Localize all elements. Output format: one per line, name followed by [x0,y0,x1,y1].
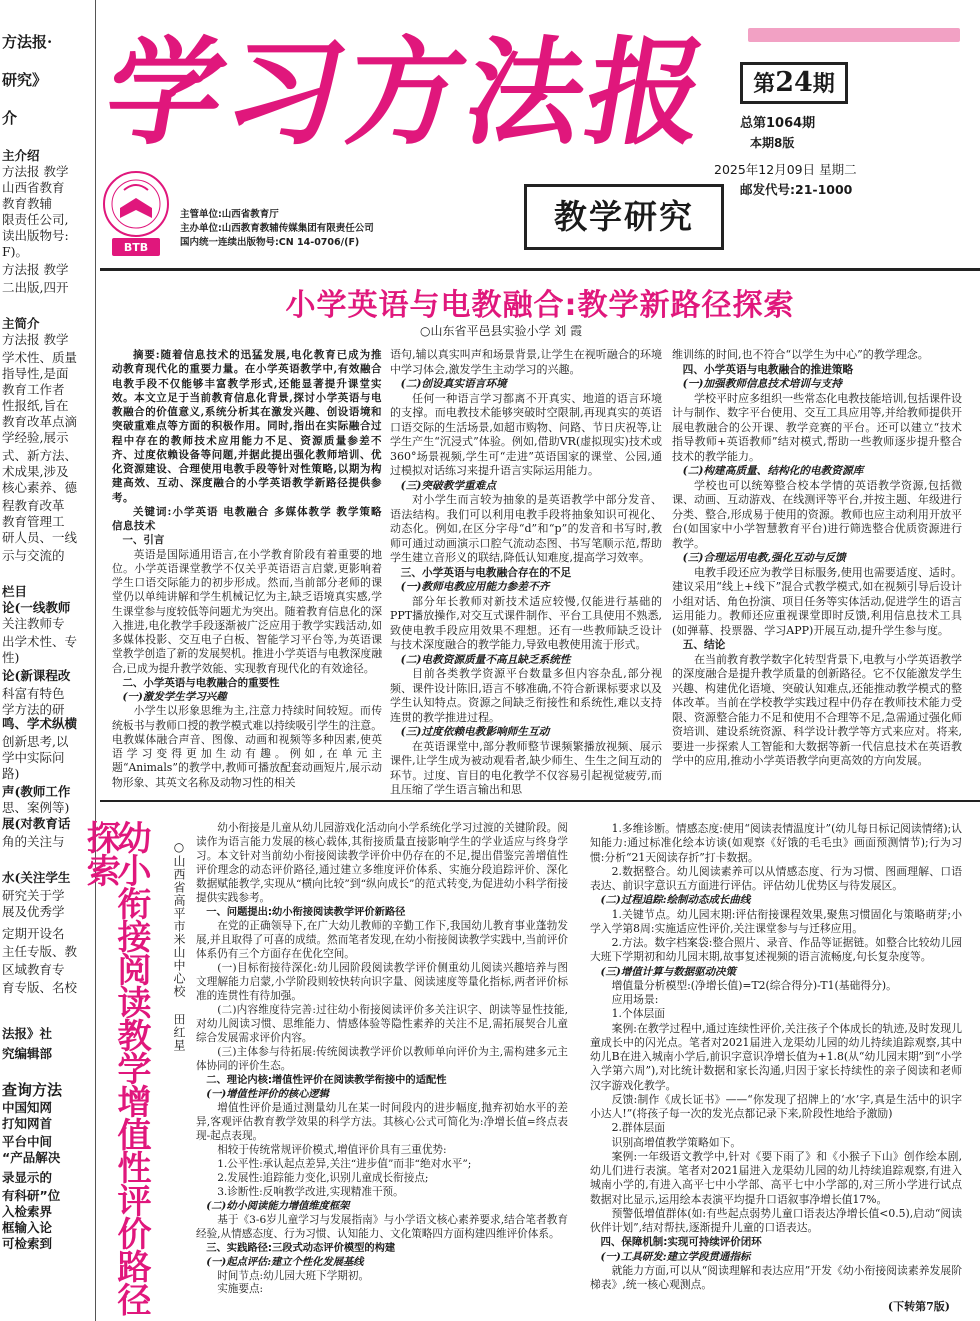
section-heading: 三、实践路径:三段式动态评价模型的构建 [206,1241,396,1254]
body-paragraph: 2.数据整合。幼儿阅读素养可以从情感态度、行为习惯、图画理解、口语表达、前识字意识五方面进行评估。评估幼儿优势区与待发展区。 [590,864,962,892]
body-paragraph: 部分年长教师对新技术适应较慢,仅能进行基础的PPT播放操作,对交互式课件制作、平台工具使用不熟悉,致使电教手段应用效果不理想。还有一些教师缺乏设计与技术深度融合的教学能力,导致电教使用流于形式。 [390,594,662,652]
sidebar-text-line: 查询方法 [2,1082,63,1098]
body-paragraph: 幼小衔接是儿童从幼儿园游戏化活动向小学系统化学习过渡的关键阶段。阅读作为语言能力发展的核心载体,其衔接质量直接影响学生的学业适应与终身学习。本文针对当前幼小衔接阅读教学评价中仍存在的不足,提出借鉴完善增值性评价理念的动态评价路径,通过建立多维度评价体系、实施分段追踪评价、深化数据赋能教学,实现从“横向比较”到“纵向成长”的范式转变,为促进幼小科学衔接提供实践参考。 [196,822,568,904]
sidebar-text-line: 式、新方法、 [2,448,78,463]
sidebar-text-line: 教育教辅 [2,196,53,211]
article-divider [100,800,980,802]
sidebar-text-line: 创新思考,以 [2,734,69,749]
sidebar-text-line: 性) [2,650,20,665]
sidebar-text-line: 路) [2,766,20,781]
body-paragraph: 对小学生而言较为抽象的是英语教学中部分发音、语法结构。我们可以利用电教手段将抽象知识可视化、动态化。例如,在区分字母“d”和“p”的发音和书写时,教师可通过动画演示口腔气流动态图、书写笔顺示范,帮助学生建立音形义的联结,降低认知难度,提高学习效率。 [390,493,662,565]
body-paragraph: 1.个体层面 [611,1007,666,1021]
subsection-heading: (三)突破教学重难点 [400,478,496,492]
section-name: 教学研究 [554,197,694,236]
sidebar-text-line: 山西省教育 [2,180,65,195]
decorative-pink-bar [748,28,960,42]
body-paragraph: 英语是国际通用语言,在小学教育阶段有着重要的地位。小学英语课堂教学不仅关乎英语语言启蒙,更影响着学生口语交际能力的初步形成。然而,当前部分老师的课堂仍以单纯讲解和学生机械记忆为主,缺乏语境真实感,学生课堂参与度较低等问题尤为突出。随着教育信息化的深入推进,电化教学手段逐渐被广泛应用于教学实践活动,如多媒体投影、交互电子白板、智能学习平台等,为英语课堂教学创造了新的发展契机。推进小学英语与电教深度融合,已成为提升教学效能、实现教育现代化的有效途径。 [112,547,382,675]
section-heading: 四、小学英语与电教融合的推进策略 [682,362,854,376]
body-paragraph: 3.诊断性:反响教学改进,实现精准干预。 [217,1185,404,1198]
body-paragraph: 识别高增值教学策略如下。 [611,1135,742,1149]
body-paragraph: 学校也可以统筹整合校本学情的英语教学资源,包括微课、动画、互动游戏、在线测评等平台,并按主题、年级进行分类、整合,形成易于使用的资源。教师也应主动利用开放平台(如国家中小学智慧教育平台)进行筛选整合优质资源进行教学。 [672,478,962,550]
issue-suffix: 期 [812,72,835,97]
sidebar-text-line: 限责任公司, [2,212,69,227]
body-paragraph: 小学生以形象思维为主,注意力持续时间较短。而传统板书与教师口授的教学模式难以持续吸引学生的注意。电教媒体融合声音、图像、动画和视频等多种因素,使英语学习变得更加生动有趣。例如,在单元主题“Animals”的教学中,教师可播放配套动画短片,展示动物形象、其英文名称及动物习性的相关 [112,704,382,789]
body-paragraph: 在当前教育教学数字化转型背景下,电教与小学英语教学的深度融合是提升教学质量的创新路径。它不仅能激发学生兴趣、构建优化语境、突破认知难点,还能推动教学模式的整体改革。当前在学校教学实践过程中仍存在教师技术能力受限、资源整合能力不足和使用不合理等不足,急需通过强化师资培训、建设系统资源、科学设计教学等方式来应对。将来,要进一步探索人工智能和大数据等新一代信息技术在英语教学中的应用,推动小学英语教学向更高效的方向发展。 [672,652,962,768]
body-paragraph: 2.群体层面 [611,1121,666,1135]
article2-column-2 [590,822,962,1292]
page-count: 本期8版 [750,136,795,150]
sidebar-text-line: 学方法的研 [2,702,65,717]
body-paragraph: 时间节点:幼儿园大班下学期初。 [217,1269,370,1282]
body-paragraph: 在党的正确领导下,在广大幼儿教师的辛勤工作下,我国幼儿教育事业蓬勃发展,并且取得了可喜的成绩。然而笔者发现,在幼小衔接阅读教学实践中,当前评价体系仍有三个方面存在优化空间。 [196,919,568,960]
body-paragraph: 案例:一年级语文教学中,针对《要下雨了》和《小猴子下山》创作绘本剧,幼儿们进行表演。笔者对2021届进入龙渠幼儿园的幼儿持续追踪观察,有进入城南小学的,有进入高平七中小学部、高平七中小学部的,对三所小学进行试点数据对比显示,运用绘本表演平均提升口语叙事净增长值17%。 [590,1149,962,1206]
book-icon [102,168,170,260]
sidebar-text-line: 录显示的 [2,1170,53,1185]
sidebar-text-line: 框输入论 [2,1220,53,1235]
body-paragraph: (二)内容维度待完善:过往幼小衔接阅读评价多关注识字、朗读等显性技能,对幼儿阅读习惯、思维能力、情感体验等隐性素养的关注不足,需拓展契合儿童综合发展需求评价内容。 [196,1003,568,1044]
sidebar-text-line: 中国知网 [2,1100,53,1115]
body-paragraph: 基于《3-6岁儿童学习与发展指南》与小学语文核心素养要求,结合笔者教育经验,从情感态度、行为习惯、认知能力、文化策略四方面构建四维评价体系。 [196,1213,568,1240]
sidebar-text-line: 鸣、学术纵横 [2,716,78,731]
sidebar-text-line: 打知网首 [2,1116,53,1131]
sponsor-info [180,208,374,250]
sidebar-text-line: 主介绍 [2,148,40,163]
section-heading: 五、结论 [682,638,726,652]
article2-column-1 [196,822,568,1297]
article2-byline: ○山西省高平市米山中心校 田红星 [172,840,186,1052]
sidebar-text-line: 研人员、一线 [2,530,78,545]
body-paragraph: 相较于传统常规评价模式,增值评价具有三重优势: [217,1143,447,1156]
sidebar-text-line: 方法报 教学 [2,262,69,277]
subsection-heading: (二)构建高质量、结构化的电教资源库 [682,464,864,478]
sidebar-text-line: 性报纸,旨在 [2,398,69,413]
subsection-heading: (一)教师电教应用能力参差不齐 [400,580,550,594]
subsection-heading: (三)增值计算与数据驱动决策 [600,965,736,978]
sidebar-text-line: 法报》社 [2,1026,53,1041]
article1-headline: 小学英语与电教融合:教学新路径探索 [285,288,795,323]
issue-prefix: 第 [753,72,776,97]
sidebar-text-line: 读出版物号: [2,228,69,243]
subsection-heading: (二)创设真实语言环境 [400,377,507,391]
issue-number-box [740,62,848,104]
sidebar-text-line: 二出版,四开 [2,280,69,295]
sidebar-text-line: 可检索到 [2,1236,53,1251]
body-paragraph: 1.关键节点。幼儿园末期:评估衔接课程效果,聚焦习惯固化与策略萌芽;小学入学第8周:实施适应性评价,关注课堂参与与迁移应用。 [590,907,962,935]
article2-headline: 幼小衔接阅读教学增值性评价路径探索 [80,820,151,1315]
article1-column-1 [112,348,382,790]
body-paragraph: 目前各类教学资源平台数量多但内容杂乱,部分视频、课件设计陈旧,语言不够准确,不符合新课标要求以及学生认知特点。资源之间缺乏衔接性和系统性,难以支持连贯的教学推进过程。 [390,667,662,724]
sidebar-text-line: 究编辑部 [2,1046,53,1061]
continued-note: (下转第7版) [887,1300,950,1313]
sidebar-text-line: 入检索界 [2,1204,53,1219]
sidebar-text-line: 平台中间 [2,1134,53,1149]
section-heading: 一、问题提出:幼小衔接阅读教学评价新路径 [206,905,406,918]
sidebar-text-line: 展(对教育话 [2,816,71,831]
sidebar-text-line: 关注教师专 [2,616,65,631]
body-paragraph: (三)主体参与待拓展:传统阅读教学评价以教师单向评价为主,需构建多元主体协同的评价生态。 [196,1045,568,1072]
subsection-heading: (二)幼小阅读能力增值维度框架 [206,1199,350,1212]
sidebar-text-line: 研究关于学 [2,888,65,903]
body-paragraph: 在英语课堂中,部分教师整节课频繁播放视频、展示课件,让学生成为被动观看者,缺少师生、生生之间互动的环节。过度、盲目的电化教学不仅容易引起视觉疲劳,而且压缩了学生语言输出和思 [390,739,662,797]
body-paragraph: 语句,辅以真实叫声和场景背景,让学生在视听融合的环境中学习体会,激发学生主动学习的兴趣。 [390,348,662,376]
sponsor-line: 国内统一连续出版物号:CN 14-0706/(F) [180,237,360,248]
body-paragraph: 实施要点: [217,1283,264,1296]
sidebar-text-line: 程教育改革 [2,498,65,513]
sidebar-text-line: 方法报· [2,34,53,50]
abstract-paragraph: 摘要:随着信息技术的迅猛发展,电化教育已成为推动教育现代化的重要力量。在小学英语教学中,有效融合电教手段不仅能够丰富教学形式,还能显著提升课堂实效。本文立足于当前教育信息化背景,探讨小学英语与电教融合的价值意义,系统分析其在激发兴趣、创设语境和突破重难点等方面的积极作用。同时,指出在实际融合过程中存在的教师技术应用能力不足、资源质量参差不齐、过度依赖设备等问题,并据此提出强化教师培训、优化资源建设、合理使用电教手段等针对性策略,以期为构建高效、互动、深度融合的小学英语教学新路径提供参考。 [112,349,382,504]
subsection-heading: (三)合理运用电教,强化互动与反馈 [682,551,846,565]
sidebar-text-line: 定期开设名 [2,926,65,941]
sidebar-text-line: F)。 [2,244,29,259]
sponsor-line: 主办单位:山西教育教辅传媒集团有限责任公司 [180,223,374,234]
subsection-heading: (二)过程追踪:绘制动态成长曲线 [600,894,751,907]
sidebar-text-line: 学中实际问 [2,750,65,765]
newspaper-title: 学习方法报 [96,25,720,161]
section-box [524,184,724,250]
sidebar-text-line: 栏目 [2,584,28,599]
section-heading: 四、保障机制:实现可持续评价闭环 [600,1236,762,1249]
svg-text:BTB: BTB [123,241,149,254]
section-heading: 二、理论内核:增值性评价在阅读教学衔接中的适配性 [206,1073,447,1086]
body-paragraph: 1.公平性:承认起点差异,关注“进步值”而非“绝对水平”; [217,1157,472,1170]
body-paragraph: 电教手段还应为教学目标服务,使用也需要适度、适时。建议采用“线上+线下”混合式教学模式,如在视频引导后设计小组对话、角色扮演、项目任务等实体活动,促进学生的语言运用能力。教师还应重视课堂即时反馈,利用信息技术工具(如弹幕、投票器、学习APP)开展互动,提升学生参与度。 [672,565,962,637]
sponsor-line: 主管单位:山西省教育厅 [180,209,279,220]
subsection-heading: (一)激发学生学习兴趣 [122,691,227,703]
article1-byline: ○山东省平邑县实验小学 刘 霞 [420,324,583,338]
body-paragraph: 2.发展性:追踪能力变化,识别儿童成长衔接点; [217,1171,429,1184]
body-paragraph: 1.多维诊断。情感态度:使用“阅读表情温度计”(幼儿每日标记阅读情绪);认知能力:通过标准化绘本访谈(如观察《好饿的毛毛虫》画面预测情节);行为习惯:分析“21天阅读存折”打卡数据。 [590,822,962,864]
sidebar-text-line: 主任专版、教 [2,944,78,959]
masthead-divider [100,268,980,271]
sidebar-text-line: 教育工作者 [2,382,65,397]
sidebar-text-line: 示与交流的 [2,548,65,563]
sidebar-text-line: 学经验,展示 [2,430,69,445]
section-heading: 一、引言 [122,534,165,547]
sidebar-text-line: 论(新课程改 [2,668,71,683]
subsection-heading: (三)过度依赖电教影响师生互动 [400,725,550,739]
left-sidebar [0,0,96,1321]
body-paragraph: 案例:在教学过程中,通过连续性评价,关注孩子个体成长的轨迹,及时发现儿童成长中的闪光点。笔者对2021届进入龙渠幼儿园的幼儿持续追踪观察,其中幼儿B在进入城南小学后,前识字意识净增长值为+1.8(从“幼儿园末期”到“小学入学第六周”),对比统计数据和家长沟通,归因于家长持续性的亲子阅读和老师汉字游戏化教学。 [590,1021,962,1092]
sidebar-text-line: 学术性、质量 [2,350,78,365]
sidebar-text-line: 育专版、名校 [2,980,78,995]
sidebar-text-line: 水(关注学生 [2,870,71,885]
abstract-paragraph: 关键词:小学英语 电教融合 多媒体教学 教学策略 信息技术 [112,505,382,532]
sidebar-text-line: 出学术性、专 [2,634,78,649]
issue-number: 24 [775,67,813,98]
sidebar-text-line: 介 [2,110,18,126]
section-heading: 三、小学英语与电教融合存在的不足 [400,565,572,579]
sidebar-text-line: 角的关注与 [2,834,65,849]
masthead [96,0,980,270]
sidebar-text-line: 方法报 教学 [2,164,69,179]
body-paragraph: 就能力方面,可以从“阅读理解和表达应用”开发《幼小衔接阅读素养发展阶梯表》,统一核心观测点。 [590,1263,962,1291]
body-paragraph: 维训练的时间,也不符合“以学生为中心”的教学理念。 [672,348,929,361]
sidebar-text-line: 声(教师工作 [2,784,71,799]
subsection-heading: (一)工具研发:建立学段贯通指标 [600,1250,751,1263]
body-paragraph: 预警低增值群体(如:有些起点弱势儿童口语表达净增长值<0.5),启动“阅读伙伴计划”,结对帮扶,逐渐提升儿童的口语表达。 [590,1206,962,1234]
body-paragraph: (一)目标衔接待深化:幼儿园阶段阅读教学评价侧重幼儿阅读兴趣培养与图文理解能力启蒙,小学阶段则较快转向识字量、阅读速度等量化指标,两者评价标准的连贯性有待加强。 [196,961,568,1002]
body-paragraph: 2.方法。数字档案袋:整合照片、录音、作品等证据链。如整合比较幼儿园大班下学期初和幼儿园末期,故事复述视频的语言流畅度,句长复杂度等。 [590,936,962,964]
sidebar-text-line: 教育管理工 [2,514,65,529]
body-paragraph: 应用场景: [611,993,659,1006]
total-issue: 总第1064期 [740,116,816,131]
subsection-heading: (一)起点评估:建立个性化发展基线 [206,1255,364,1268]
body-paragraph: 增值量分析模型:(净增长值)=T2(综合得分)-T1(基础得分)。 [611,978,897,992]
section-heading: 二、小学英语与电教融合的重要性 [122,676,280,689]
body-paragraph: 反馈:制作《成长证书》——“你发现了招牌上的‘水’字,真是生活中的识字小达人!”(将孩子每一次的发光点都记录下来,阶段性地给予激励) [590,1092,962,1120]
body-paragraph: 学校平时应多组织一些常态化电教技能培训,包括课件设计与制作、数字平台使用、交互工具应用等,并给教师提供开展电教融合的公开课、教学竞赛的平台。还可以建立“技术指导教师+英语教师”结对模式,帮助一些教师逐步提升整合技术的教学能力。 [672,391,962,463]
sidebar-text-line: “产品解决 [2,1150,61,1165]
sidebar-text-line: 主简介 [2,316,40,331]
postal-code: 邮发代号:21-1000 [740,182,853,197]
sidebar-text-line: 有科研”位 [2,1188,61,1203]
body-paragraph: 增值性评价是通过测量幼儿在某一时间段内的进步幅度,抛弃初始水平的差异,客观评估教育教学效果的科学方法。其核心公式可简化为:净增长值=终点表现-起点表现。 [196,1101,568,1142]
sidebar-text-line: 展及优秀学 [2,904,65,919]
sidebar-text-line: 方法报 教学 [2,332,69,347]
subsection-heading: (一)加强教师信息技术培训与支持 [682,377,842,391]
article1-column-2 [390,348,662,798]
sidebar-text-line: 区域教育专 [2,962,65,977]
subsection-heading: (二)电教资源质量不高且缺乏系统性 [400,652,571,666]
sidebar-text-line: 指导性,是面 [2,366,69,381]
sidebar-text-line: 核心素养、德 [2,480,78,495]
sidebar-text-line: 论(一线教师 [2,600,71,615]
issue-date: 2025年12月09日 星期二 [714,162,857,177]
sidebar-text-line: 科富有特色 [2,686,65,701]
sidebar-text-line: 研究》 [2,72,48,88]
subsection-heading: (一)增值性评价的核心逻辑 [206,1087,329,1100]
sidebar-text-line: 教育改革点滴 [2,414,78,429]
sidebar-text-line: 思、案例等) [2,800,70,815]
body-paragraph: 任何一种语言学习都离不开真实、地道的语言环境的支撑。而电教技术能够突破时空限制,再现真实的英语口语交际的生活场景,如超市购物、问路、节日庆祝等,让学生产生“沉浸式”体验。例如,借助VR(虚拟现实)技术或360°场景视频,学生可“走进”英语国家的课堂、公园,通过模拟对话练习来提升语言实际运用能力。 [390,391,662,478]
article1-column-3 [672,348,962,769]
sidebar-text-line: 术成果,涉及 [2,464,69,479]
